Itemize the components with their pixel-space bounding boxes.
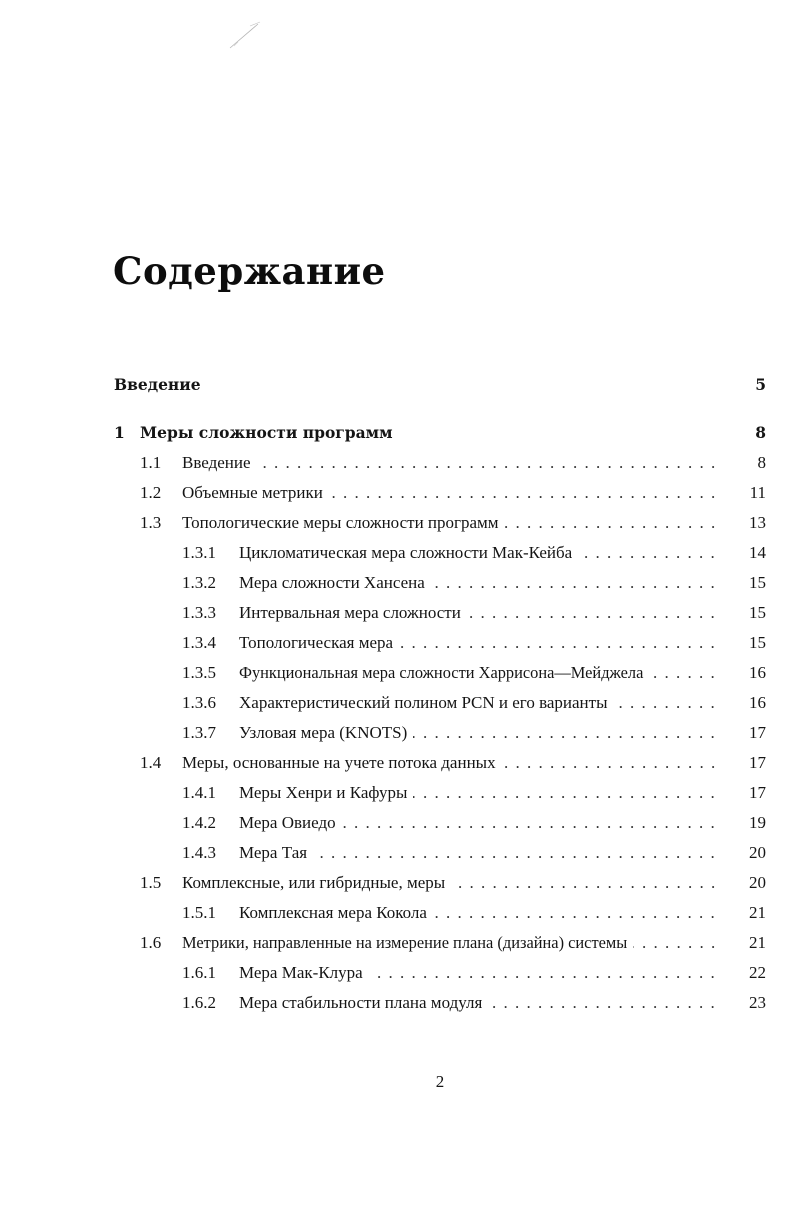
toc-entry-1-4-2[interactable]	[182, 811, 766, 835]
toc-entry-label: Комплексные, или гибридные, меры	[182, 871, 451, 895]
toc-entry-label: Метрики, направленные на измерение плана (дизайна) системы	[182, 931, 633, 955]
toc-entry-1-6-1[interactable]	[182, 961, 766, 985]
toc-entry-1-1[interactable]	[140, 451, 766, 475]
toc-entry-page: 15	[720, 571, 766, 595]
toc-entry-number: 1.5.1	[182, 903, 216, 922]
toc-entry-number: 1.4.1	[182, 783, 216, 802]
toc-entry-1-3-4[interactable]	[182, 631, 766, 655]
toc-entry-number: 1.3.5	[182, 663, 216, 682]
toc-entry-1-3-7[interactable]	[182, 721, 766, 745]
toc-entry-label: Мера Мак-Клура	[239, 961, 369, 985]
toc-entry-number: 1.6.1	[182, 963, 216, 982]
toc-entry-page: 20	[720, 841, 766, 865]
toc-entry-number: 1.3.3	[182, 603, 216, 622]
toc-entry-number: 1.6	[140, 933, 162, 952]
toc-entry-number: 1.3.7	[182, 723, 216, 742]
toc-entry-label: Функциональная мера сложности Харрисона—Мейджела	[239, 661, 649, 685]
toc-entry-label: Топологическая мера	[239, 631, 399, 655]
toc-entry-label: Мера стабильности плана модуля	[239, 991, 488, 1015]
toc-entry-number: 1.5	[140, 873, 162, 892]
toc-entry-page: 13	[720, 511, 766, 535]
toc-entry-1-4-1[interactable]	[182, 781, 766, 805]
page-number: 2	[435, 1072, 445, 1091]
toc-entry-page: 8	[720, 421, 766, 445]
toc-entry-label: Мера Овиедо	[239, 811, 342, 835]
toc-entry-label: Характеристический полином PCN и его варианты	[239, 691, 614, 715]
toc-entry-intro[interactable]	[114, 373, 766, 397]
toc-entry-page: 5	[720, 373, 766, 397]
toc-entry-1-3-6[interactable]	[182, 691, 766, 715]
toc-entry-label: Интервальная мера сложности	[239, 601, 467, 625]
toc-entry-label: Введение	[182, 451, 257, 475]
toc-entry-chapter-1[interactable]	[114, 421, 766, 445]
toc-entry-page: 21	[720, 901, 766, 925]
toc-entry-page: 23	[720, 991, 766, 1015]
toc-entry-number: 1.3.4	[182, 633, 216, 652]
toc-entry-page: 15	[720, 631, 766, 655]
toc-entry-1-6[interactable]	[140, 931, 766, 955]
toc-entry-label: Введение	[114, 373, 207, 397]
toc-entry-label: Цикломатическая мера сложности Мак-Кейба	[239, 541, 578, 565]
toc-entry-label: Меры сложности программ	[140, 421, 399, 445]
toc-entry-number: 1.4	[140, 753, 162, 772]
toc-entry-1-3-1[interactable]	[182, 541, 766, 565]
toc-entry-number: 1.1	[140, 453, 162, 472]
toc-entry-label: Мера сложности Хансена	[239, 571, 431, 595]
toc-dot-leader	[182, 451, 722, 475]
toc-entry-page: 16	[720, 661, 766, 685]
toc-entry-1-3[interactable]	[140, 511, 766, 535]
toc-entry-number: 1.3	[140, 513, 162, 532]
toc-entry-number: 1.3.2	[182, 573, 216, 592]
toc-entry-page: 20	[720, 871, 766, 895]
toc-entry-page: 15	[720, 601, 766, 625]
toc-entry-number: 1.2	[140, 483, 162, 502]
toc-entry-1-3-2[interactable]	[182, 571, 766, 595]
toc-entry-number: 1	[114, 423, 125, 442]
toc-entry-page: 16	[720, 691, 766, 715]
toc-entry-label: Мера Тая	[239, 841, 313, 865]
toc-entry-page: 19	[720, 811, 766, 835]
toc-entry-page: 22	[720, 961, 766, 985]
toc-entry-1-4[interactable]	[140, 751, 766, 775]
toc-entry-page: 8	[720, 451, 766, 475]
toc-entry-1-5[interactable]	[140, 871, 766, 895]
toc-entry-1-6-2[interactable]	[182, 991, 766, 1015]
toc-entry-page: 17	[720, 721, 766, 745]
toc-entry-1-2[interactable]	[140, 481, 766, 505]
toc-entry-1-5-1[interactable]	[182, 901, 766, 925]
toc-entry-page: 11	[720, 481, 766, 505]
toc-entry-number: 1.4.2	[182, 813, 216, 832]
toc-entry-1-4-3[interactable]	[182, 841, 766, 865]
toc-entry-label: Меры, основанные на учете потока данных	[182, 751, 502, 775]
toc-entry-label: Комплексная мера Кокола	[239, 901, 433, 925]
toc-entry-page: 14	[720, 541, 766, 565]
toc-entry-label: Топологические меры сложности программ	[182, 511, 505, 535]
toc-entry-number: 1.3.6	[182, 693, 216, 712]
toc-entry-number: 1.6.2	[182, 993, 216, 1012]
toc-entry-page: 17	[720, 781, 766, 805]
toc-entry-label: Узловая мера (KNOTS)	[239, 721, 413, 745]
toc-entry-page: 17	[720, 751, 766, 775]
toc-entry-page: 21	[720, 931, 766, 955]
page-title: Содержание	[113, 249, 386, 293]
toc-entry-number: 1.3.1	[182, 543, 216, 562]
toc-entry-label: Объемные метрики	[182, 481, 329, 505]
toc-entry-1-3-5[interactable]	[182, 661, 766, 685]
toc-entry-number: 1.4.3	[182, 843, 216, 862]
toc-entry-1-3-3[interactable]	[182, 601, 766, 625]
toc-entry-label: Меры Хенри и Кафуры	[239, 781, 413, 805]
